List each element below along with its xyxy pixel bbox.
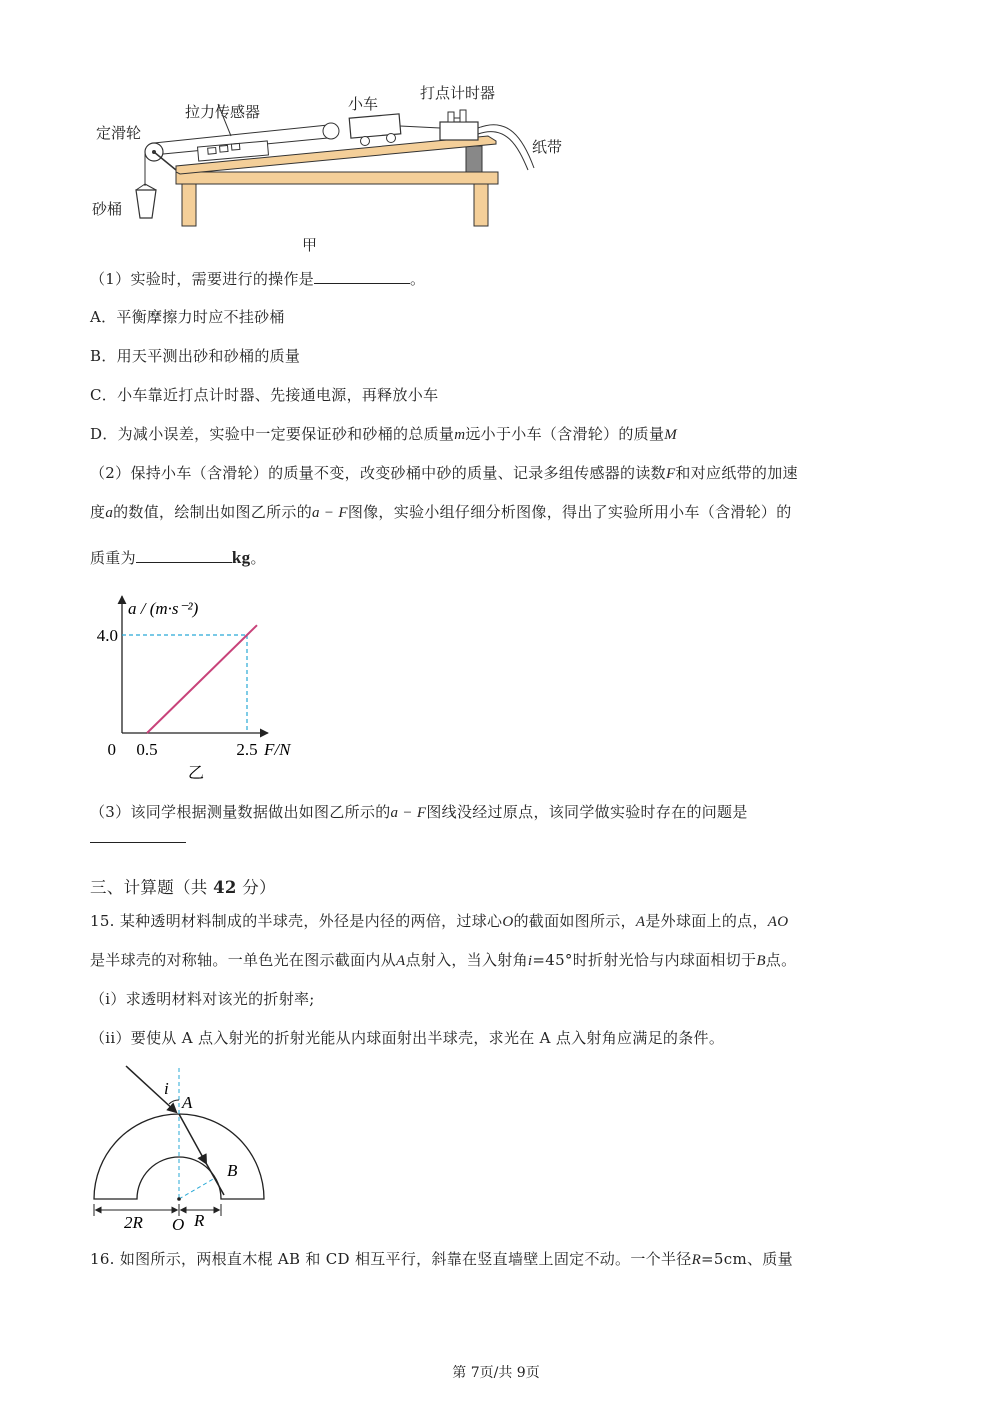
tape-icon [478,125,534,168]
figure-jia-apparatus [88,78,588,258]
label-i: i [164,1079,169,1098]
section-3-heading: 三、计算题（共 42 分） [90,878,276,897]
bucket-icon [136,190,156,218]
question-16: 16. 如图所示，两根直木棍 AB 和 CD 相互平行，斜靠在竖直墙壁上固定不动。一个半径R=5cm、质量 [90,1250,793,1268]
x-tick-label-0: 0.5 [136,740,158,759]
question-2-line-1: （2）保持小车（含滑轮）的质量不变，改变砂桶中砂的质量、记录多组传感器的读数F和对应纸带的加速 [90,464,798,482]
x-axis-label: F/N [264,740,291,759]
label-bucket: 砂桶 [92,200,123,218]
question-2-line-2: 度a的数值，绘制出如图乙所示的a − F图像，实验小组仔细分析图像，得出了实验所用小车（含滑轮）的 [90,503,792,521]
question-3: （3）该同学根据测量数据做出如图乙所示的a − F图线没经过原点，该同学做实验时存在的问题是 [90,803,748,821]
label-tape: 纸带 [532,138,563,156]
q1-option-a: A．平衡摩擦力时应不挂砂桶 [90,308,285,326]
q1-prompt: （1）实验时，需要进行的操作是 [90,270,315,288]
q1-option-d: D．为减小误差，实验中一定要保证砂和砂桶的总质量m远小于小车（含滑轮）的质量M [90,425,678,443]
label-b: B [227,1161,238,1180]
label-timer: 打点计时器 [420,84,496,102]
label-r: R [194,1211,205,1230]
q1-answer-blank[interactable] [314,269,410,284]
label-cart: 小车 [348,95,379,113]
figure-caption-yi: 乙 [188,763,205,782]
table-leg-left [182,184,196,226]
y-tick-label-0: 4.0 [96,626,118,645]
question-15-line-2: 是半球壳的对称轴。一单色光在图示截面内从A点射入，当入射角i=45°时折射光恰与内球面相切于B点。 [90,951,797,969]
label-2r: 2R [124,1213,143,1232]
q3-answer-blank[interactable] [90,842,186,843]
origin-label: 0 [107,740,116,759]
table-top [176,172,498,184]
timer-icon [440,122,478,140]
question-15-sub-i: （i）求透明材料对该光的折射率; [90,990,315,1008]
question-1: （1）实验时，需要进行的操作是 。 [90,270,426,288]
q2-answer-blank[interactable] [136,548,232,563]
label-pulley: 定滑轮 [96,124,142,142]
radius-ob [179,1178,215,1199]
figure-caption-jia: 甲 [302,236,318,254]
question-15-line-1: 15. 某种透明材料制成的半球壳，外径是内径的两倍，过球心O的截面如图所示，A是外球面上的点，AO [90,912,789,930]
label-o: O [172,1215,185,1234]
question-15-sub-ii: （ii）要使从 A 点入射光的折射光能从内球面射出半球壳，求光在 A 点入射角应满足的条件。 [90,1029,725,1047]
label-a: A [182,1093,193,1112]
y-axis-label: a / (m·s⁻²) [128,599,199,618]
figure-15-hemisphere [88,1060,278,1235]
label-force-sensor: 拉力传感器 [185,103,261,121]
q1-option-b: B．用天平测出砂和砂桶的质量 [90,347,301,365]
series-line-a-f [147,625,257,733]
page-footer: 第 7页/共 9页 [452,1365,540,1381]
q1-option-c: C．小车靠近打点计时器、先接通电源，再释放小车 [90,386,439,404]
question-2-line-3: 质重为 kg。 [90,548,266,567]
figure-yi-a-f-chart [88,592,328,792]
x-tick-label-1: 2.5 [236,740,258,759]
table-leg-right [474,184,488,226]
support-block [466,146,482,172]
